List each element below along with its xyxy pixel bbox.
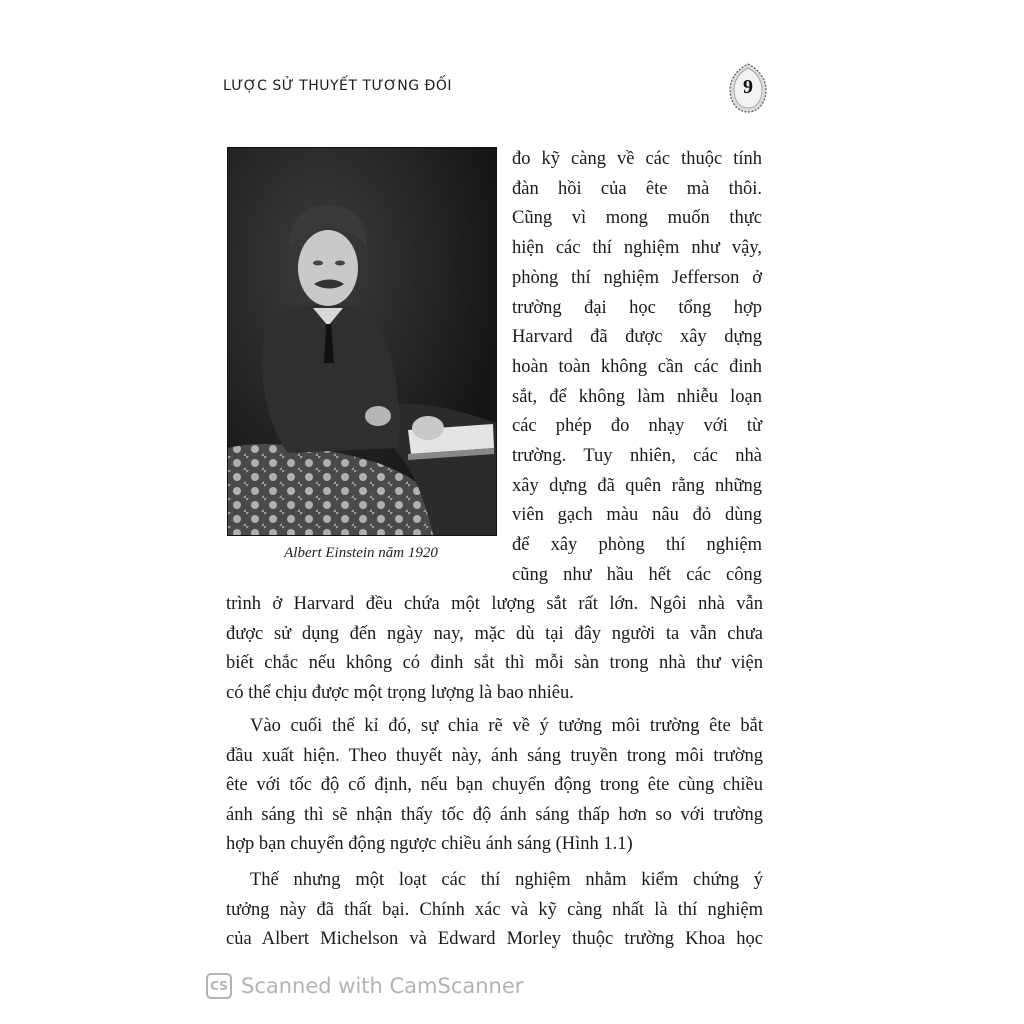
page-number: 9 — [743, 76, 753, 98]
einstein-photo — [227, 147, 497, 536]
text-line: xây dựng đã quên rằng những — [512, 475, 762, 496]
camscanner-logo-icon: CS — [206, 973, 232, 999]
text-line: viên gạch màu nâu đỏ dùng — [512, 505, 762, 526]
text-line: Harvard đã được xây dựng — [512, 327, 762, 348]
text-line: đo kỹ càng về các thuộc tính — [512, 149, 762, 169]
text-line: hợp bạn chuyển động ngược chiều ánh sáng (Hình 1.1) — [226, 834, 633, 855]
text-line: tưởng này đã thất bại. Chính xác và kỹ càng nhất là thí nghiệm — [226, 899, 763, 920]
text-line: để xây phòng thí nghiệm — [512, 535, 762, 556]
figure-caption: Albert Einstein năm 1920 — [284, 545, 438, 561]
text-line: trường. Tuy nhiên, các nhà — [512, 446, 762, 467]
text-line: Thế nhưng một loạt các thí nghiệm nhằm kiểm chứng ý — [250, 870, 763, 890]
text-line: Vào cuối thế kỉ đó, sự chia rẽ về ý tưởng môi trường ête bắt — [250, 716, 763, 736]
paragraph-3 — [226, 866, 763, 955]
text-line: phòng thí nghiệm Jefferson ở — [512, 267, 762, 288]
running-title: LƯỢC SỬ THUYẾT TƯƠNG ĐỐI — [223, 78, 453, 94]
text-line: sắt, để không làm nhiễu loạn — [512, 386, 762, 407]
text-line: ête với tốc độ cố định, nếu bạn chuyển động trong ête cùng chiều — [226, 775, 763, 796]
paragraph-1-wide — [226, 590, 763, 708]
page-number-badge — [727, 62, 769, 114]
text-line: biết chắc nếu không có đinh sắt thì mỗi sàn trong nhà thư viện — [226, 653, 763, 674]
text-line: cũng như hầu hết các công — [512, 564, 762, 585]
text-line: hiện các thí nghiệm như vậy, — [512, 238, 762, 259]
paragraph-2 — [226, 712, 763, 860]
text-line: các phép đo nhạy với từ — [512, 416, 762, 437]
text-line: đàn hồi của ête mà thôi. — [512, 178, 762, 199]
text-line: ánh sáng thì sẽ nhận thấy tốc độ ánh sáng thấp hơn so với trường — [226, 804, 763, 825]
text-line: hoàn toàn không cần các đinh — [512, 356, 762, 377]
text-line: trường đại học tổng hợp — [512, 297, 762, 318]
paragraph-1-narrow — [512, 145, 762, 591]
watermark-text: Scanned with CamScanner — [241, 974, 524, 998]
text-line: được sử dụng đến ngày nay, mặc dù tại đây người ta vẫn chưa — [226, 623, 763, 644]
text-line: trình ở Harvard đều chứa một lượng sắt rất lớn. Ngôi nhà vẫn — [226, 594, 763, 614]
text-line: có thể chịu được một trọng lượng là bao nhiêu. — [226, 682, 574, 703]
text-line: đầu xuất hiện. Theo thuyết này, ánh sáng truyền trong môi trường — [226, 745, 763, 766]
text-line: của Albert Michelson và Edward Morley thuộc trường Khoa học — [226, 929, 763, 950]
text-line: Cũng vì mong muốn thực — [512, 208, 762, 229]
camscanner-watermark — [206, 970, 523, 1002]
